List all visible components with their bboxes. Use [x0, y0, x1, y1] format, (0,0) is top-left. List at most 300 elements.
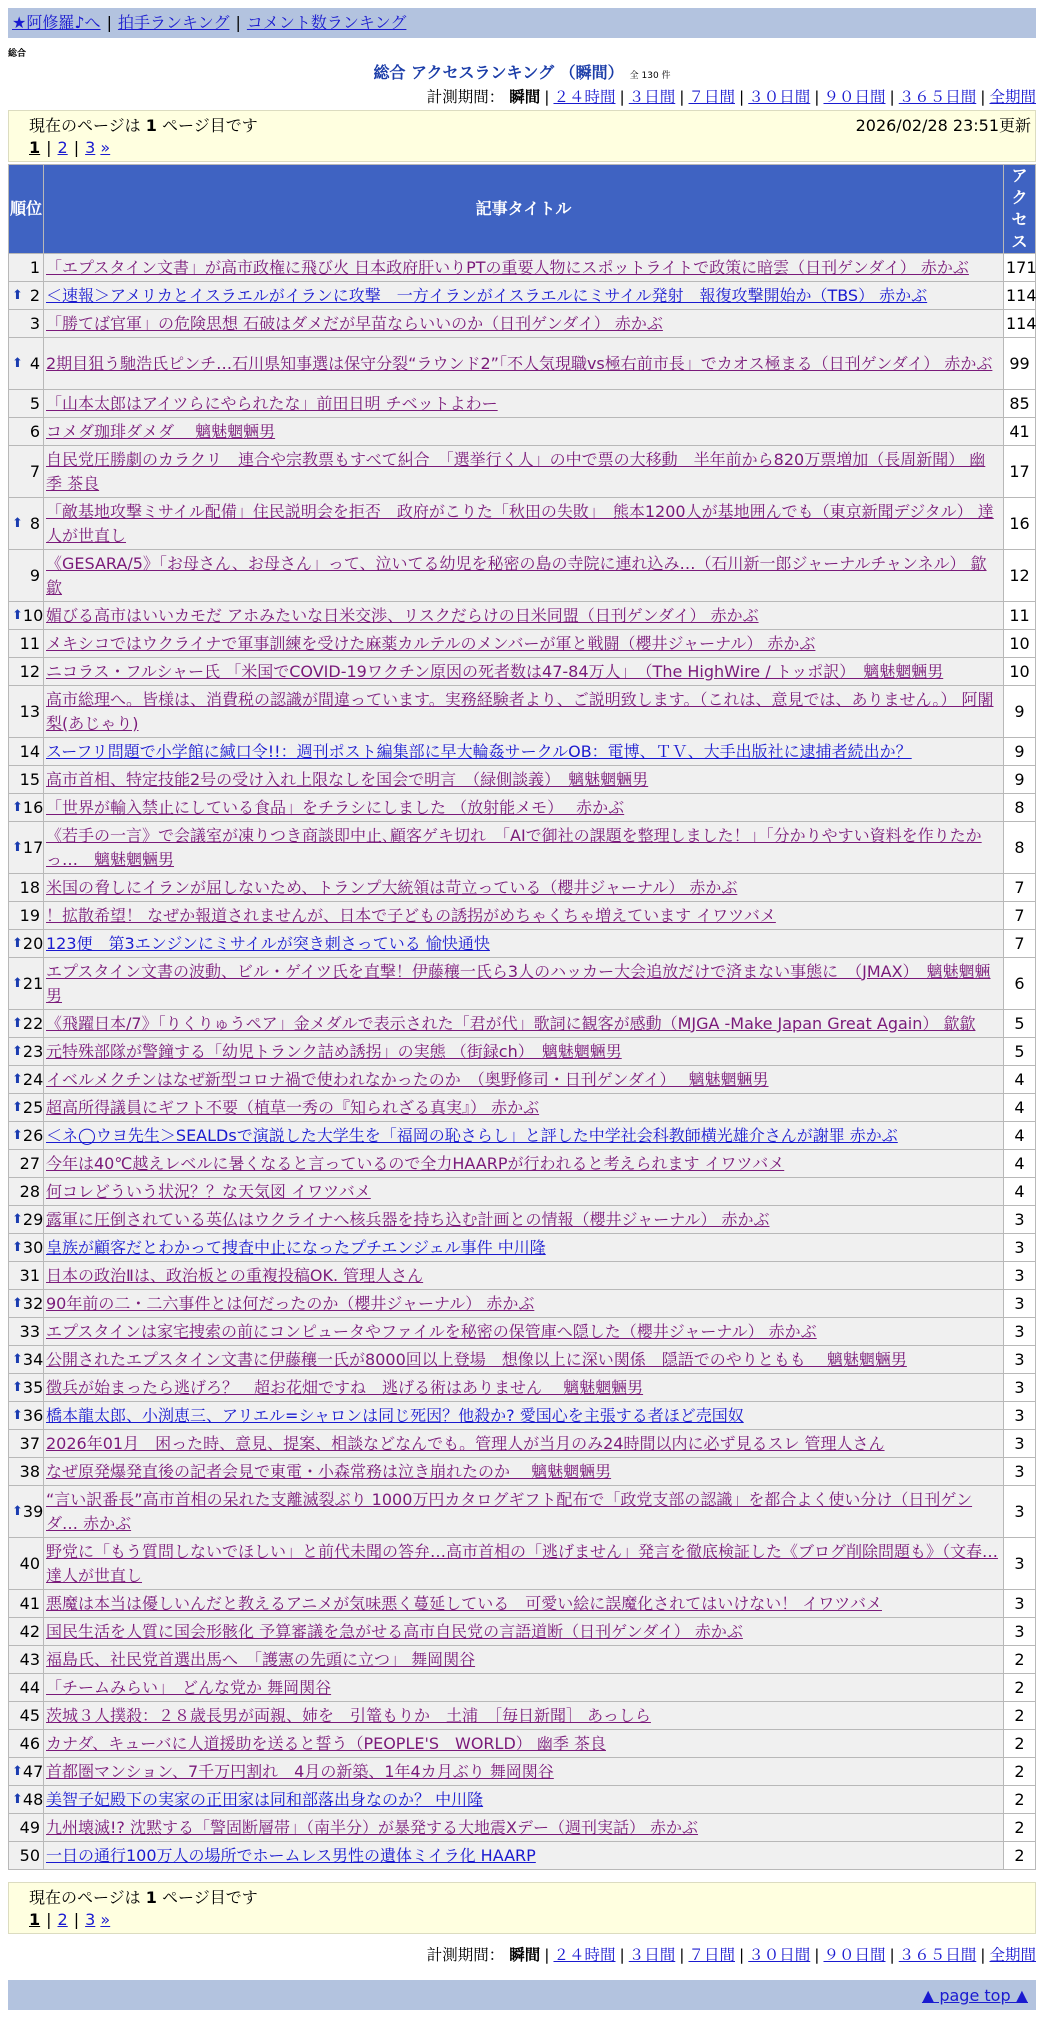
access-count: 2: [1004, 1758, 1035, 1785]
access-count: 4: [1004, 1178, 1035, 1205]
rank-cell: [9, 1842, 43, 1869]
ranking-row: [9, 1674, 1035, 1701]
rank-number: 31: [19, 1265, 40, 1285]
ranking-row: [9, 874, 1035, 901]
rank-cell: [9, 1674, 43, 1701]
article-title-cell: [44, 794, 1003, 821]
rank-cell: [9, 1178, 43, 1205]
rank-cell: [9, 1290, 43, 1317]
rank-number: 44: [19, 1677, 40, 1697]
article-title-link[interactable]: イベルメクチンはなぜ新型コロナ禍で使われなかったのか （奥野修司・日刊ゲンダイ） 魑魅魍魎男: [46, 1069, 769, 1089]
ranking-row: [9, 902, 1035, 929]
title-column-header: 記事タイトル: [44, 165, 1003, 253]
ranking-row: [9, 658, 1035, 685]
ranking-row: [9, 310, 1035, 337]
period-option-link[interactable]: ９０日間: [823, 1946, 886, 1964]
rank-number: 16: [22, 797, 44, 817]
article-title-link[interactable]: 首都圏マンション、7千万円割れ 4月の新築、1年4カ月ぶり 舞岡関谷: [46, 1761, 554, 1781]
rank-number: 32: [22, 1293, 44, 1313]
article-title-link[interactable]: メキシコではウクライナで軍事訓練を受けた麻薬カルテルのメンバーが軍と戦闘（櫻井ジャーナル） 赤かぶ: [46, 633, 816, 653]
access-count: 41: [1004, 418, 1035, 445]
article-title-cell: [44, 1318, 1003, 1345]
rank-number: 1: [29, 257, 40, 277]
article-title-cell: [44, 1290, 1003, 1317]
period-option-link[interactable]: ３０日間: [748, 88, 811, 106]
page-link-1[interactable]: 1: [29, 1910, 41, 1929]
access-count: 99: [1004, 338, 1035, 389]
article-title-cell: [44, 1038, 1003, 1065]
article-title-link[interactable]: 元特殊部隊が警鐘する「幼児トランク詰め誘拐」の実態 （街録ch） 魑魅魍魎男: [46, 1041, 622, 1061]
access-count: 3: [1004, 1234, 1035, 1261]
article-title-link[interactable]: 《飛躍日本/7》「りくりゅうペア」金メダルで表示された「君が代」歌詞に観客が感動（MJGA -Make Japan Great Again） 歙歙: [46, 1013, 976, 1033]
rank-cell: [9, 1262, 43, 1289]
access-count: 6: [1004, 958, 1035, 1009]
total-count: 全 130 件: [629, 71, 671, 81]
period-option-link[interactable]: 全期間: [989, 1946, 1036, 1964]
article-title-link[interactable]: 「エプスタイン文書」が高市政権に飛び火 日本政府肝いりPTの重要人物にスポットライトで政策に暗雲（日刊ゲンダイ） 赤かぶ: [46, 257, 969, 277]
access-count: 3: [1004, 1402, 1035, 1429]
rank-cell: [9, 822, 43, 873]
rank-cell: [9, 1374, 43, 1401]
rank-number: 17: [22, 837, 44, 857]
page-separator: |: [73, 1910, 80, 1929]
rank-number: 11: [19, 633, 40, 653]
page-separator: |: [73, 138, 80, 157]
period-selector-bottom: [427, 1944, 1036, 1966]
page-link-current[interactable]: [29, 1910, 40, 1929]
article-title-link[interactable]: 野党に「もう質問しないでほしい」と前代未聞の答弁…高市首相の「逃げません」発言を徹底検証した《ブログ削除問題も》（文春… 達人が世直し: [46, 1541, 999, 1585]
ranking-row: [9, 1646, 1035, 1673]
article-title-cell: [44, 822, 1003, 873]
page-link-2[interactable]: 2: [57, 1910, 68, 1929]
rank-number: 29: [22, 1209, 44, 1229]
rank-cell: [9, 1814, 43, 1841]
period-separator: |: [980, 88, 986, 106]
page-link-1[interactable]: 1: [29, 138, 41, 157]
article-title-link[interactable]: 90年前の二・二六事件とは何だったのか（櫻井ジャーナル） 赤かぶ: [46, 1293, 535, 1313]
period-option-link[interactable]: ７日間: [688, 1946, 735, 1964]
article-title-cell: [44, 1066, 1003, 1093]
current-page-text: 現在のページは 1 ページ目です: [29, 1888, 258, 1907]
ranking-row: [9, 1814, 1035, 1841]
access-count: 3: [1004, 1290, 1035, 1317]
access-count: 4: [1004, 1094, 1035, 1121]
rank-cell: [9, 794, 43, 821]
rank-cell: [9, 1094, 43, 1121]
article-title-link[interactable]: 今年は40℃越えレベルに暑くなると言っているので全力HAARPが行われると考えられます イワツバメ: [46, 1153, 785, 1173]
rank-number: 26: [22, 1125, 44, 1145]
article-title-link[interactable]: 「山本太郎はアイツらにやられたな」前田日明 チベットよわー: [46, 393, 498, 413]
page-top-link[interactable]: ▲ page top ▲: [921, 1986, 1028, 2005]
up-arrow-icon: ⬆: [12, 1211, 23, 1227]
article-title-link[interactable]: 茨城３人撲殺：２８歳長男が両親、姉を 引篭もりか 土浦 ［毎日新聞］ あっしら: [46, 1705, 651, 1725]
article-title-cell: [44, 418, 1003, 445]
article-title-link[interactable]: 「敵基地攻撃ミサイル配備」住民説明会を拒否 政府がこりた「秋田の失敗」 熊本1200人が基地囲んでも（東京新聞デジタル） 達人が世直し: [46, 501, 994, 545]
up-arrow-icon: ⬆: [12, 1351, 23, 1367]
page-info-bottom: [8, 1882, 1036, 1934]
ranking-row: [9, 1206, 1035, 1233]
rank-cell: [9, 254, 43, 281]
article-title-cell: [44, 1094, 1003, 1121]
ranking-row: [9, 1178, 1035, 1205]
ranking-row: [9, 686, 1035, 737]
access-count: 3: [1004, 1346, 1035, 1373]
period-separator: |: [619, 1946, 625, 1964]
rank-number: 22: [22, 1013, 44, 1033]
period-current: 瞬間: [509, 1946, 541, 1964]
next-page-link[interactable]: »: [100, 138, 111, 157]
up-arrow-icon: ⬆: [12, 287, 23, 303]
rank-cell: [9, 418, 43, 445]
article-title-cell: [44, 1150, 1003, 1177]
ranking-row: [9, 1842, 1035, 1869]
ranking-table: [8, 164, 1036, 1870]
period-option-link[interactable]: ３６５日間: [898, 1946, 977, 1964]
article-title-cell: [44, 1758, 1003, 1785]
article-title-link[interactable]: 「勝てば官軍」の危険思想 石破はダメだが早苗ならいいのか（日刊ゲンダイ） 赤かぶ: [46, 313, 663, 333]
up-arrow-icon: ⬆: [12, 1763, 23, 1779]
period-separator: |: [889, 88, 895, 106]
rank-cell: [9, 738, 43, 765]
article-title-link[interactable]: 一日の通行100万人の場所でホームレス男性の遺体ミイラ化 HAARP: [46, 1845, 536, 1865]
article-title-link[interactable]: 媚びる高市はいいカモだ アホみたいな日米交渉、リスクだらけの日米同盟（日刊ゲンダイ） 赤かぶ: [46, 605, 759, 625]
article-title-link[interactable]: 「チームみらい」 どんな党か 舞岡関谷: [46, 1677, 332, 1697]
access-count: 2: [1004, 1814, 1035, 1841]
access-count: 10: [1004, 658, 1035, 685]
period-option-link[interactable]: ２４時間: [553, 1946, 616, 1964]
ranking-row: [9, 822, 1035, 873]
access-count: 2: [1004, 1786, 1035, 1813]
article-title-link[interactable]: 超高所得議員にギフト不要（植草一秀の『知られざる真実』） 赤かぶ: [46, 1097, 540, 1117]
ranking-row: [9, 602, 1035, 629]
article-title-link[interactable]: ニコラス・フルシャー氏 「米国でCOVID-19ワクチン原因の死者数は47-84万人」 （The HighWire / トッポ訳） 魑魅魍魎男: [46, 661, 944, 681]
rank-cell: [9, 498, 43, 549]
ranking-row: [9, 1234, 1035, 1261]
access-count: 7: [1004, 874, 1035, 901]
nav-comment-ranking-link[interactable]: コメント数ランキング: [246, 13, 407, 32]
rank-number: 34: [22, 1349, 44, 1369]
rank-cell: [9, 1038, 43, 1065]
access-count: 3: [1004, 1590, 1035, 1617]
article-title-link[interactable]: 「世界が輸入禁止にしている食品」をチラシにしました （放射能メモ） 赤かぶ: [46, 797, 625, 817]
article-title-cell: [44, 550, 1003, 601]
rank-number: 43: [19, 1649, 40, 1669]
rank-number: 20: [22, 933, 44, 953]
ranking-table-body: [9, 254, 1035, 1869]
article-title-cell: [44, 1402, 1003, 1429]
article-title-link[interactable]: コメダ珈琲ダメダ 魑魅魍魎男: [46, 421, 276, 441]
ranking-row: [9, 1430, 1035, 1457]
article-title-cell: [44, 1262, 1003, 1289]
article-title-link[interactable]: 2期目狙う馳浩氏ピンチ…石川県知事選は保守分裂“ラウンド2”「不人気現職vs極右前市長」でカオス極まる（日刊ゲンダイ） 赤かぶ: [46, 353, 993, 373]
article-title-link[interactable]: スーフリ問題で小学館に緘口令!!：週刊ポスト編集部に早大輪姦サークルOB：電博、ＴＶ、大手出版社に逮捕者続出か？: [46, 741, 912, 761]
rank-cell: [9, 1234, 43, 1261]
ranking-row: [9, 1618, 1035, 1645]
nav-applause-ranking-link[interactable]: 拍手ランキング: [117, 13, 230, 32]
rank-number: 47: [22, 1761, 44, 1781]
access-count: 3: [1004, 1262, 1035, 1289]
rank-number: 30: [22, 1237, 44, 1257]
ranking-title: 総合 アクセスランキング （瞬間）: [373, 63, 624, 82]
up-arrow-icon: ⬆: [12, 1503, 23, 1519]
period-separator: |: [739, 1946, 745, 1964]
access-count: 3: [1004, 1618, 1035, 1645]
article-title-cell: [44, 1702, 1003, 1729]
article-title-cell: [44, 1346, 1003, 1373]
article-title-link[interactable]: 美智子妃殿下の実家の正田家は同和部落出身なのか？ 中川隆: [46, 1789, 484, 1809]
ranking-row: [9, 1066, 1035, 1093]
rank-cell: [9, 958, 43, 1009]
access-count: 4: [1004, 1066, 1035, 1093]
access-count: 2: [1004, 1702, 1035, 1729]
ranking-row: [9, 390, 1035, 417]
rank-cell: [9, 282, 43, 309]
article-title-link[interactable]: なぜ原発爆発直後の記者会見で東電・小森常務は泣き崩れたのか 魑魅魍魎男: [46, 1461, 612, 1481]
access-column-header: アクセス: [1004, 165, 1035, 253]
rank-number: 46: [19, 1733, 40, 1753]
access-count: 3: [1004, 1374, 1035, 1401]
article-title-cell: [44, 310, 1003, 337]
ranking-row: [9, 1094, 1035, 1121]
period-separator: |: [814, 1946, 820, 1964]
period-separator: |: [679, 88, 685, 106]
ranking-row: [9, 930, 1035, 957]
ranking-row: [9, 498, 1035, 549]
ranking-row: [9, 794, 1035, 821]
rank-cell: [9, 658, 43, 685]
page-link-3[interactable]: 3: [85, 1910, 96, 1929]
article-title-link[interactable]: 福島氏、社民党首選出馬へ 「護憲の先頭に立つ」 舞岡関谷: [46, 1649, 476, 1669]
rank-cell: [9, 1122, 43, 1149]
ranking-row: [9, 1318, 1035, 1345]
rank-cell: [9, 338, 43, 389]
rank-number: 35: [22, 1377, 44, 1397]
up-arrow-icon: ⬆: [12, 607, 23, 623]
access-count: 11: [1004, 602, 1035, 629]
access-count: 2: [1004, 1646, 1035, 1673]
article-title-link[interactable]: 自民党圧勝劇のカラクリ 連合や宗教票もすべて糾合 「選挙行く人」の中で票の大移動 半年前から820万票増加（長周新聞） 幽季 茶良: [46, 449, 986, 493]
up-arrow-icon: ⬆: [12, 799, 23, 815]
access-count: 2: [1004, 1674, 1035, 1701]
rank-cell: [9, 1150, 43, 1177]
period-separator: |: [739, 88, 745, 106]
article-title-link[interactable]: ＜速報＞アメリカとイスラエルがイランに攻撃 一方イランがイスラエルにミサイル発射 報復攻撃開始か（TBS） 赤かぶ: [46, 285, 928, 305]
access-count: 7: [1004, 930, 1035, 957]
access-count: 10: [1004, 630, 1035, 657]
period-option-link[interactable]: ２４時間: [553, 88, 616, 106]
rank-number: 38: [19, 1461, 40, 1481]
next-page-link[interactable]: »: [100, 1910, 111, 1929]
page-link-2[interactable]: 2: [57, 138, 68, 157]
article-title-cell: [44, 1010, 1003, 1037]
rank-cell: [9, 1458, 43, 1485]
rank-cell: [9, 874, 43, 901]
rank-cell: [9, 1702, 43, 1729]
rank-cell: [9, 602, 43, 629]
article-title-link[interactable]: 公開されたエプスタイン文書に伊藤穰一氏が8000回以上登場 想像以上に深い関係 隠語でのやりともも 魑魅魍魎男: [46, 1349, 907, 1369]
article-title-link[interactable]: 高市総理へ。皆様は、消費税の認識が間違っています。実務経験者より、ご説明致します。（これは、意見では、ありません。） 阿闍梨(あじゃり): [46, 689, 994, 733]
article-title-cell: [44, 1590, 1003, 1617]
article-title-link[interactable]: 《GESARA/5》「お母さん、お母さん」って、泣いてる幼児を秘密の島の寺院に連れ込み…（石川新一郎ジャーナルチャンネル） 歙歙: [46, 553, 987, 597]
rank-cell: [9, 1346, 43, 1373]
period-option-link[interactable]: ３日間: [628, 88, 676, 106]
article-title-cell: [44, 1786, 1003, 1813]
period-option-link[interactable]: ３日間: [628, 1946, 676, 1964]
article-title-link[interactable]: 露軍に圧倒されている英仏はウクライナへ核兵器を持ち込む計画との情報（櫻井ジャーナル） 赤かぶ: [46, 1209, 770, 1229]
article-title-link[interactable]: 皇族が顧客だとわかって捜査中止になったプチエンジェル事件 中川隆: [46, 1237, 546, 1257]
rank-number: 24: [22, 1069, 44, 1089]
ranking-row: [9, 1758, 1035, 1785]
rank-cell: [9, 1430, 43, 1457]
period-option-link[interactable]: ７日間: [688, 88, 735, 106]
up-arrow-icon: ⬆: [12, 1015, 23, 1031]
nav-separator: |: [235, 13, 241, 32]
rank-number: 49: [19, 1817, 40, 1837]
article-title-link[interactable]: エプスタインは家宅捜索の前にコンピュータやファイルを秘密の保管庫へ隠した（櫻井ジャーナル） 赤かぶ: [46, 1321, 817, 1341]
rank-number: 3: [29, 313, 40, 333]
rank-cell: [9, 1066, 43, 1093]
rank-cell: [9, 1318, 43, 1345]
rank-cell: [9, 1538, 43, 1589]
access-count: 8: [1004, 822, 1035, 873]
rank-number: 28: [19, 1181, 40, 1201]
rank-number: 9: [29, 565, 40, 585]
up-arrow-icon: ⬆: [12, 515, 23, 531]
ranking-row: [9, 1346, 1035, 1373]
access-count: 3: [1004, 1458, 1035, 1485]
article-title-link[interactable]: 悪魔は本当は優しいんだと教えるアニメが気味悪く蔓延している 可愛い絵に誤魔化されてはいけない！ イワツバメ: [46, 1593, 882, 1613]
ranking-row: [9, 1290, 1035, 1317]
rank-number: 15: [19, 769, 40, 789]
page-link-3[interactable]: 3: [85, 138, 96, 157]
rank-cell: [9, 1206, 43, 1233]
page-separator: |: [46, 138, 52, 157]
article-title-link[interactable]: 高市首相、特定技能2号の受け入れ上限なしを国会で明言 （緑側談義） 魑魅魍魎男: [46, 769, 649, 789]
rank-number: 19: [19, 905, 40, 925]
article-title-link[interactable]: 徴兵が始まったら逃げろ？ 超お花畑ですね 逃げる術はありません 魑魅魍魎男: [46, 1377, 644, 1397]
article-title-link[interactable]: 日本の政治Ⅱは、政治板との重複投稿OK. 管理人さん: [46, 1265, 424, 1285]
rank-cell: [9, 1646, 43, 1673]
article-title-link[interactable]: 《若手の一言》で会議室が凍りつき商談即中止､顧客ゲキ切れ 「AIで御社の課題を整理しました！」｢分かりやすい資料を作りたかっ… 魑魅魍魎男: [46, 825, 982, 869]
article-title-cell: [44, 930, 1003, 957]
article-title-link[interactable]: “言い訳番長”高市首相の呆れた支離滅裂ぶり 1000万円カタログギフト配布で「政党支部の認識」を都合よく使い分け（日刊ゲンダ… 赤かぶ: [46, 1489, 973, 1533]
article-title-cell: [44, 1842, 1003, 1869]
page-link-current[interactable]: [29, 138, 40, 157]
period-option-link[interactable]: ３０日間: [748, 1946, 811, 1964]
ranking-row: [9, 1150, 1035, 1177]
article-title-cell: [44, 1618, 1003, 1645]
article-title-link[interactable]: 橋本龍太郎、小渕恵三、アリエル=シャロンは同じ死因？他殺か? 愛国心を主張する者ほど売国奴: [46, 1405, 744, 1425]
ranking-row: [9, 550, 1035, 601]
article-title-cell: [44, 338, 1003, 389]
ranking-row: [9, 1010, 1035, 1037]
ranking-row: [9, 254, 1035, 281]
access-count: 5: [1004, 1038, 1035, 1065]
up-arrow-icon: ⬆: [12, 1071, 23, 1087]
article-title-cell: [44, 390, 1003, 417]
access-count: 4: [1004, 1150, 1035, 1177]
rank-cell: [9, 1730, 43, 1757]
rank-cell: [9, 1590, 43, 1617]
rank-number: 33: [19, 1321, 40, 1341]
rank-number: 39: [22, 1501, 44, 1521]
rank-cell: [9, 1486, 43, 1537]
access-count: 9: [1004, 738, 1035, 765]
article-title-cell: [44, 1178, 1003, 1205]
period-option-link[interactable]: ３６５日間: [898, 88, 977, 106]
ranking-row: [9, 1402, 1035, 1429]
article-title-cell: [44, 874, 1003, 901]
period-separator: |: [679, 1946, 685, 1964]
up-arrow-icon: ⬆: [12, 1791, 23, 1807]
access-count: 7: [1004, 902, 1035, 929]
rank-number: 21: [22, 973, 44, 993]
rank-number: 48: [22, 1789, 44, 1809]
article-title-link[interactable]: 123便 第3エンジンにミサイルが突き刺さっている 愉快通快: [46, 933, 490, 953]
period-label: 計測期間：: [426, 1946, 505, 1964]
article-title-link[interactable]: 国民生活を人質に国会形骸化 予算審議を急がせる高市自民党の言語道断（日刊ゲンダイ） 赤かぶ: [46, 1621, 743, 1641]
period-separator: |: [544, 88, 550, 106]
ranking-row: [9, 1038, 1035, 1065]
ranking-row: [9, 1374, 1035, 1401]
access-count: 3: [1004, 1206, 1035, 1233]
rank-column-header: 順位: [9, 165, 43, 253]
page-info-top: [8, 110, 1036, 162]
period-separator: |: [980, 1946, 986, 1964]
article-title-cell: [44, 686, 1003, 737]
article-title-link[interactable]: エプスタイン文書の波動、ビル・ゲイツ氏を直撃！伊藤穰一氏ら3人のハッカー大会追放だけで済まない事態に （JMAX） 魑魅魍魎男: [46, 961, 991, 1005]
nav-asyura-home-link[interactable]: ★阿修羅♪へ: [12, 13, 101, 32]
access-count: 4: [1004, 1122, 1035, 1149]
ranking-row: [9, 630, 1035, 657]
article-title-link[interactable]: ＜ネ◯ウヨ先生＞SEALDsで演説した大学生を「福岡の恥さらし」と評した中学社会科教師横光雄介さんが謝罪 赤かぶ: [46, 1125, 898, 1145]
article-title-link[interactable]: 米国の脅しにイランが屈しないため、トランプ大統領は苛立っている（櫻井ジャーナル） 赤かぶ: [46, 877, 738, 897]
up-arrow-icon: ⬆: [12, 839, 23, 855]
article-title-cell: [44, 1206, 1003, 1233]
article-title-cell: [44, 1538, 1003, 1589]
article-title-cell: [44, 282, 1003, 309]
article-title-link[interactable]: ！拡散希望！ なぜか報道されませんが、日本で子どもの誘拐がめちゃくちゃ増えています イワツバメ: [46, 905, 776, 925]
article-title-link[interactable]: カナダ、キューバに人道援助を送ると誓う（PEOPLE'S WORLD） 幽季 茶良: [46, 1733, 606, 1753]
period-option-link[interactable]: 全期間: [989, 88, 1036, 106]
rank-number: 8: [29, 513, 40, 533]
access-count: 17: [1004, 446, 1035, 497]
article-title-cell: [44, 498, 1003, 549]
article-title-link[interactable]: 九州壊滅!? 沈黙する「警固断層帯」（南半分）が暴発する大地震Xデー（週刊実話） 赤かぶ: [46, 1817, 699, 1837]
up-arrow-icon: ⬆: [12, 355, 23, 371]
access-count: 12: [1004, 550, 1035, 601]
rank-number: 18: [19, 877, 40, 897]
page-separator: |: [46, 1910, 52, 1929]
period-label: 計測期間：: [426, 88, 505, 106]
article-title-cell: [44, 658, 1003, 685]
rank-cell: [9, 1402, 43, 1429]
access-count: 8: [1004, 794, 1035, 821]
article-title-cell: [44, 1674, 1003, 1701]
rank-cell: [9, 390, 43, 417]
article-title-link[interactable]: 2026年01月 困った時、意見、提案、相談などなんでも。管理人が当月のみ24時間以内に必ず見るスレ 管理人さん: [46, 1433, 885, 1453]
ranking-row: [9, 1458, 1035, 1485]
period-option-link[interactable]: ９０日間: [823, 88, 886, 106]
up-arrow-icon: ⬆: [12, 975, 23, 991]
ranking-row: [9, 282, 1035, 309]
ranking-row: [9, 738, 1035, 765]
up-arrow-icon: ⬆: [12, 1295, 23, 1311]
ranking-row: [9, 1590, 1035, 1617]
up-arrow-icon: ⬆: [12, 935, 23, 951]
article-title-link[interactable]: 何コレどういう状況？？な天気図 イワツバメ: [46, 1181, 371, 1201]
period-separator: |: [814, 88, 820, 106]
